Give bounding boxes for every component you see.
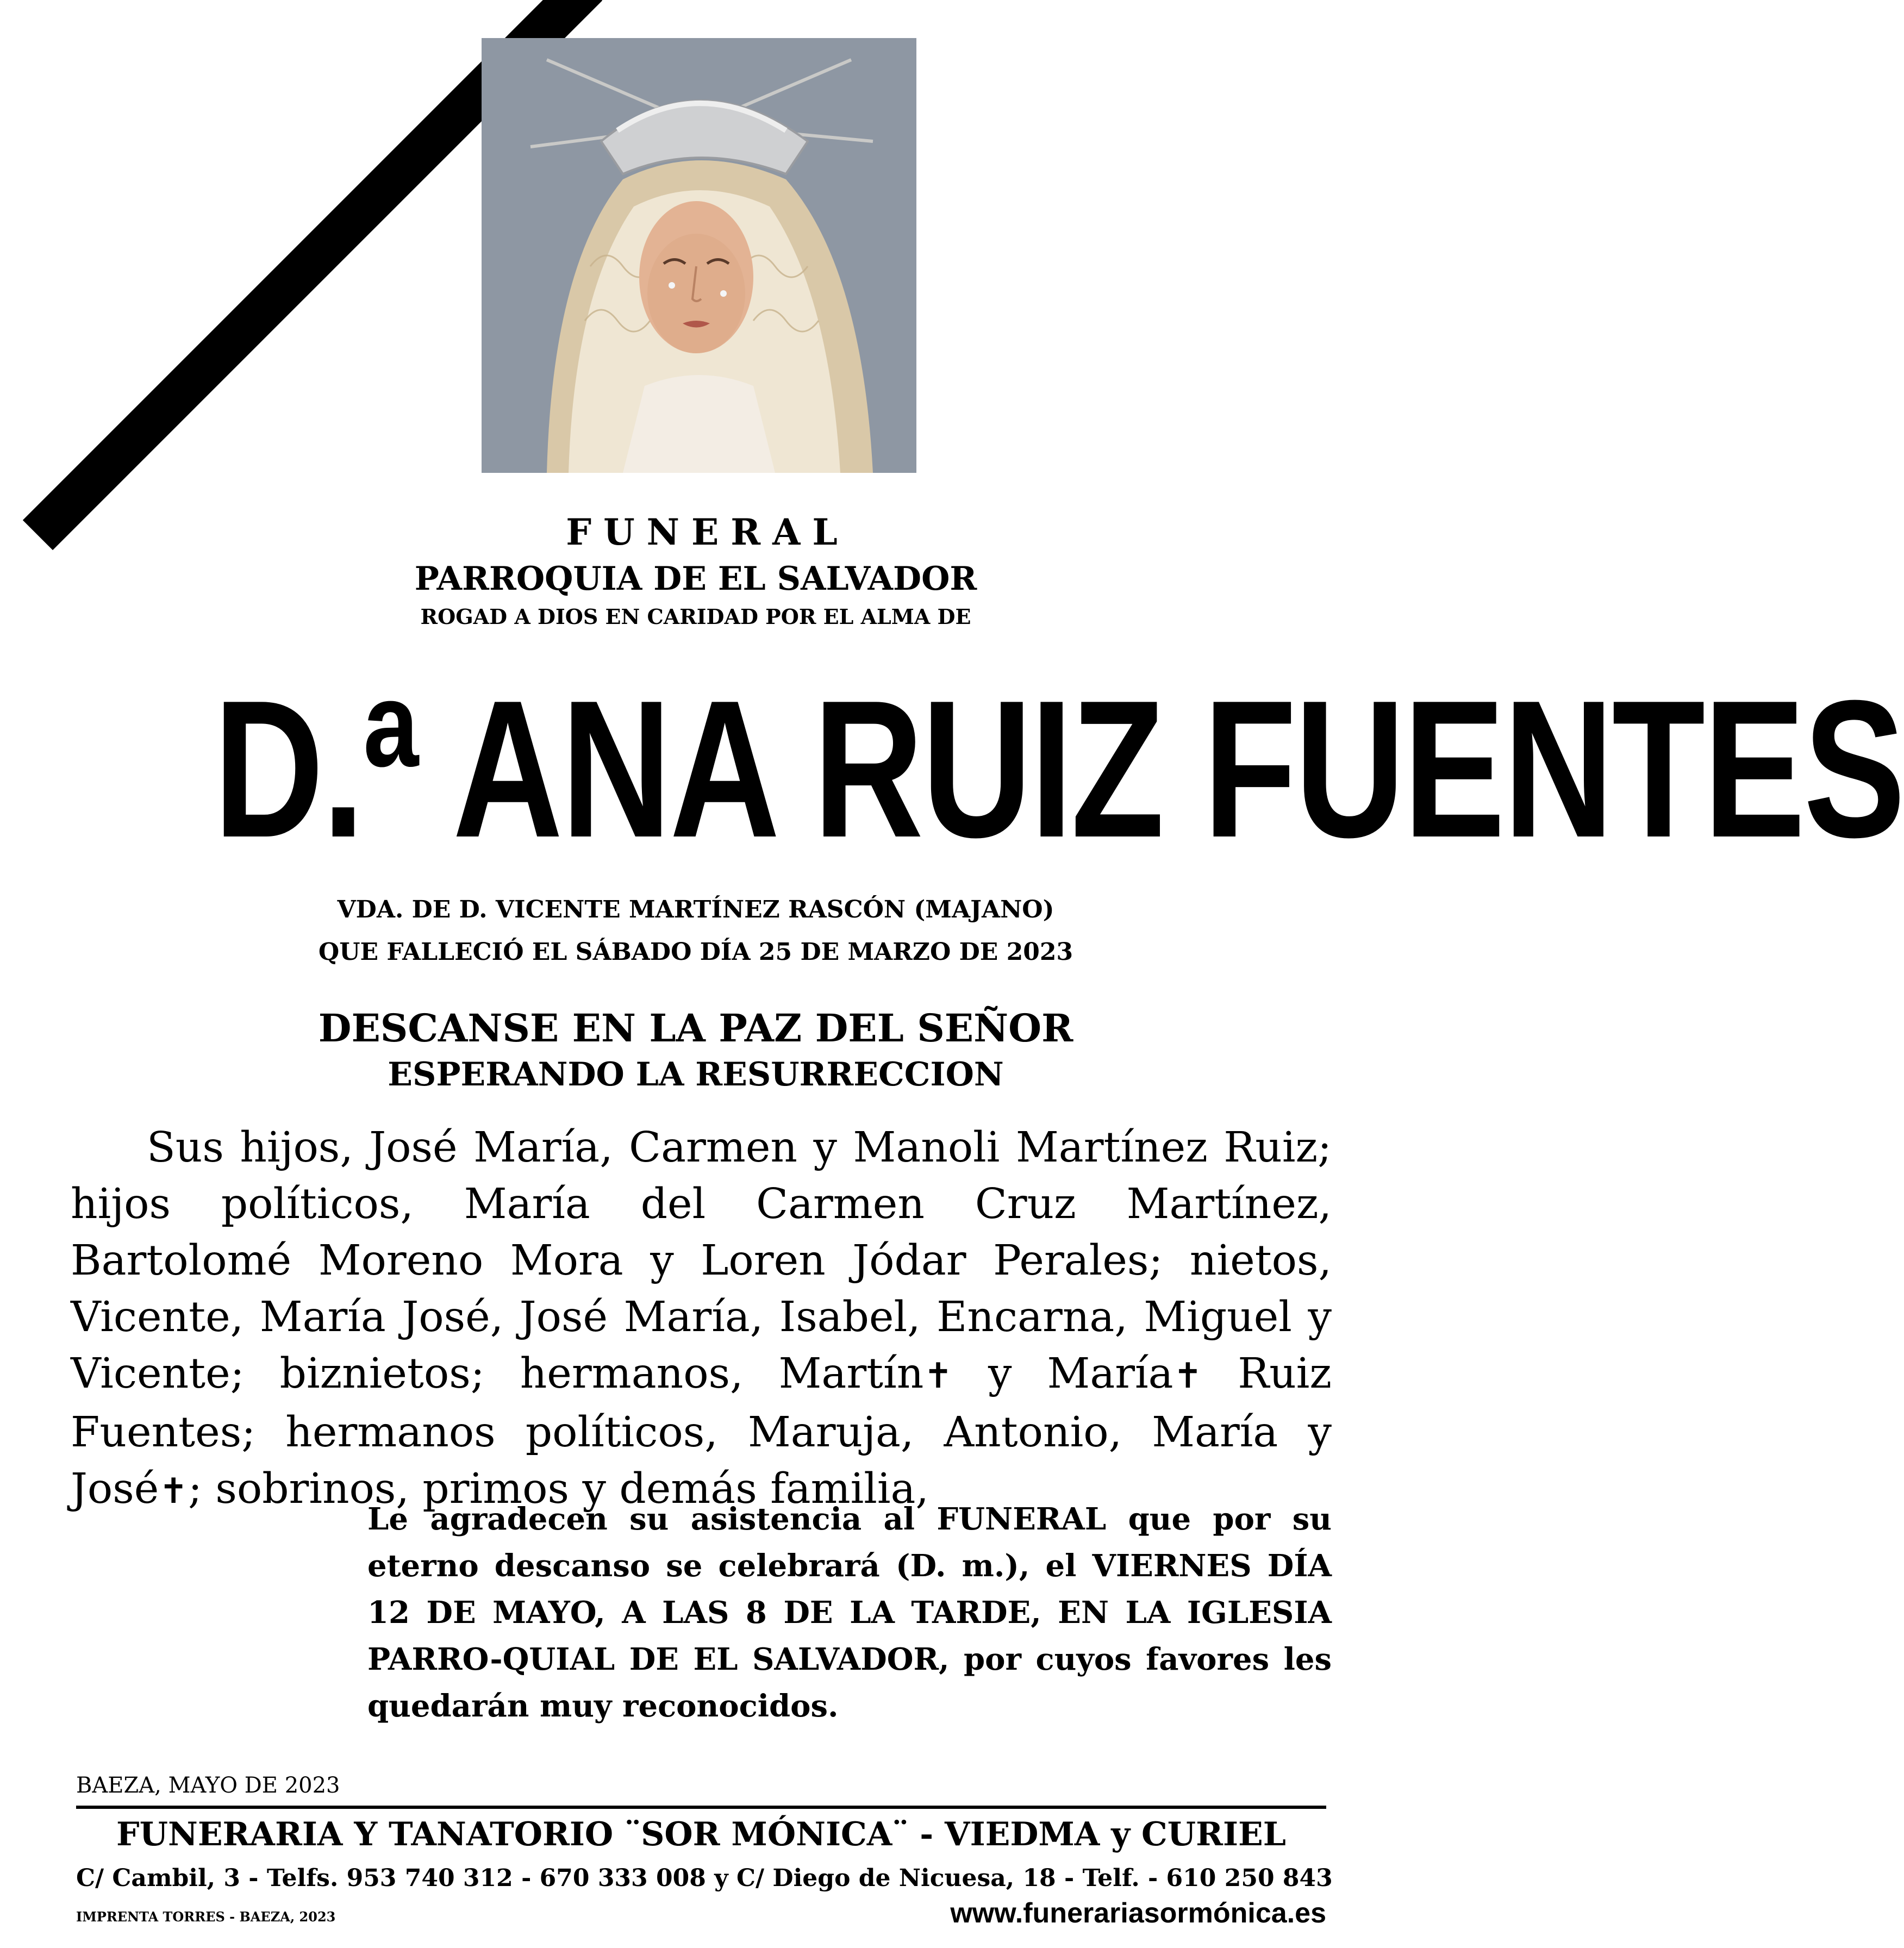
place-date: BAEZA, MAYO DE 2023 bbox=[76, 1773, 340, 1798]
mourners-text-4: ; sobrinos, primos y demás familia, bbox=[188, 1465, 929, 1513]
parish-name: PARROQUIA DE EL SALVADOR bbox=[414, 560, 977, 598]
virgin-mary-image bbox=[482, 38, 916, 473]
mourners-text-3: Ruiz Fuentes; hermanos políticos, Maruja, Antonio, María y José bbox=[71, 1350, 1332, 1513]
cross-icon: ✝ bbox=[159, 1471, 188, 1512]
virgin-mary-icon bbox=[482, 38, 916, 473]
widow-of-line: VDA. DE D. VICENTE MARTÍNEZ RASCÓN (MAJANO) bbox=[337, 896, 1054, 923]
cross-icon: ✝ bbox=[923, 1356, 953, 1396]
footer-divider bbox=[76, 1806, 1326, 1809]
date-of-death: QUE FALLECIÓ EL SÁBADO DÍA 25 DE MARZO DE 2023 bbox=[318, 938, 1073, 966]
funeral-home-name: FUNERARIA Y TANATORIO ¨SOR MÓNICA¨ - VIEDMA y CURIEL bbox=[116, 1815, 1286, 1853]
funeral-title: FUNERAL bbox=[566, 511, 850, 553]
blessing-line-1: DESCANSE EN LA PAZ DEL SEÑOR bbox=[318, 1006, 1073, 1051]
mourners-paragraph bbox=[71, 1120, 1332, 1520]
website-link[interactable]: www.funerariasormónica.es bbox=[950, 1897, 1326, 1929]
cross-icon: ✝ bbox=[1173, 1356, 1203, 1396]
funeral-home-address: C/ Cambil, 3 - Telfs. 953 740 312 - 670 333 008 y C/ Diego de Nicuesa, 18 - Telf. - 610 250 843 bbox=[76, 1864, 1333, 1892]
deceased-name: D.ª ANA RUIZ FUENTES bbox=[214, 660, 1904, 878]
printer-credit: IMPRENTA TORRES - BAEZA, 2023 bbox=[76, 1909, 336, 1925]
mourners-text-2: y María bbox=[952, 1350, 1173, 1398]
blessing-line-2: ESPERANDO LA RESURRECCION bbox=[388, 1056, 1004, 1094]
mourners-text-1: Sus hijos, José María, Carmen y Manoli Martínez Ruiz; hijos políticos, María del Carmen Cruz Martínez, Bartolomé Moreno Mora y Loren Jódar Perales; nietos, Vicente, María José, José María, Isabel, Encarna, Miguel y Vicente; biznietos; hermanos, Martín bbox=[71, 1123, 1332, 1398]
thanks-paragraph: Le agradecen su asistencia al FUNERAL que por su eterno descanso se celebrará (D. m.), el VIERNES DÍA 12 DE MAYO, A LAS 8 DE LA TARDE, EN LA IGLESIA PARRO-QUIAL DE EL SALVADOR, por cuyos favores les quedarán muy reconocidos. bbox=[367, 1501, 1332, 1724]
prayer-line: ROGAD A DIOS EN CARIDAD POR EL ALMA DE bbox=[420, 604, 971, 629]
